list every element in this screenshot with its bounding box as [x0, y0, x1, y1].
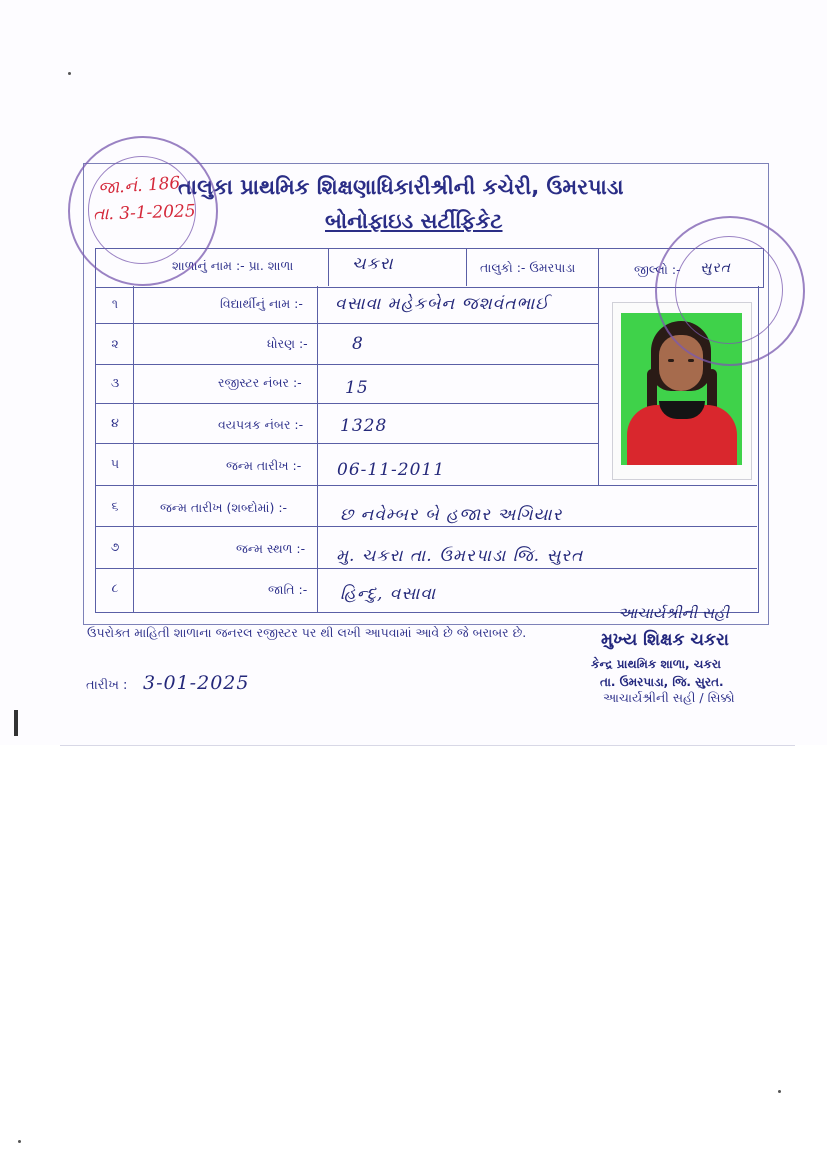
standard-label: ધોરણ :- — [267, 336, 308, 351]
photo-eye — [668, 359, 674, 362]
caste-label: જાતિ :- — [268, 582, 308, 597]
school-stamp-right — [655, 216, 805, 366]
photo-eye — [688, 359, 694, 362]
birth-date-words-value: છ નવેમ્બર બે હજાર અગિયાર — [340, 505, 563, 525]
row-line — [95, 526, 757, 527]
head-teacher-stamp-title: મુખ્ય શિક્ષક ચકરા — [601, 630, 729, 650]
date-label: તારીખ : — [86, 678, 128, 693]
label-column-divider — [317, 286, 318, 613]
district-value: સુરત — [700, 260, 731, 276]
row-line — [95, 364, 598, 365]
row-number: ૬ — [111, 498, 119, 513]
row-number: ૨ — [111, 336, 119, 351]
divider — [466, 248, 467, 286]
birth-date-label: જન્મ તારીખ :- — [226, 458, 302, 473]
age-register-value: 1328 — [340, 416, 388, 436]
row-line — [95, 485, 757, 486]
birth-date-value: 06-11-2011 — [337, 460, 446, 480]
school-label: શાળાનું નામ :- પ્રા. શાળા — [172, 258, 294, 273]
birth-place-label: જન્મ સ્થળ :- — [236, 541, 306, 556]
student-name-value: વસાવા મહેકબેન જશવંતભાઈ — [335, 294, 550, 314]
scan-edge-mark — [14, 710, 18, 736]
scan-speck — [68, 72, 71, 75]
declaration-text: ઉપરોક્ત માહિતી શાળાના જનરલ રજીસ્ટર પર થી લખી આપવામાં આવે છે જે બરાબર છે. — [87, 625, 527, 640]
school-value: ચકરા — [352, 254, 394, 274]
stamp-inner-ring — [675, 236, 783, 344]
scan-speck — [18, 1140, 21, 1143]
caste-value: હિન્દુ, વસાવા — [340, 584, 437, 604]
scan-speck — [778, 1090, 781, 1093]
register-number-value: 15 — [345, 378, 369, 398]
taluka-label: તાલુકો :- ઉમરપાડા — [480, 260, 576, 275]
register-number-label: રજીસ્ટર નંબર :- — [218, 375, 302, 390]
head-teacher-stamp-school: કેન્દ્ર પ્રાથમિક શાળા, ચકરા — [591, 657, 721, 671]
row-line — [95, 323, 598, 324]
page-fold-line — [60, 745, 795, 746]
outward-number-annotation: જા.નં. 186 — [97, 173, 181, 199]
age-register-label: વયપત્રક નંબર :- — [218, 417, 304, 432]
outward-date-annotation: તા. 3-1-2025 — [92, 201, 196, 225]
student-name-label: વિદ્યાર્થીનું નામ :- — [220, 296, 303, 311]
divider — [598, 248, 599, 286]
signature: આચાર્યશ્રીની સહી — [618, 604, 729, 622]
row-line — [95, 568, 757, 569]
row-number: ૧ — [111, 296, 119, 311]
row-number: ૩ — [110, 375, 120, 390]
signature-caption: આચાર્યશ્રીની સહી / સિક્કો — [603, 690, 735, 705]
row-number: ૮ — [111, 580, 119, 595]
standard-value: 8 — [352, 334, 364, 354]
photo-column-divider — [598, 286, 599, 485]
row-number: ૭ — [110, 539, 120, 554]
row-number: ૫ — [110, 456, 120, 471]
divider — [328, 248, 329, 286]
certificate-title: બોનોફાઇડ સર્ટીફિકેટ — [325, 209, 503, 233]
num-column-divider — [133, 286, 134, 613]
date-value: 3-01-2025 — [143, 672, 250, 694]
row-number: ૪ — [111, 415, 119, 430]
row-line — [95, 443, 598, 444]
birth-date-words-label: જન્મ તારીખ (શબ્દોમાં) :- — [160, 500, 288, 515]
office-title: તાલુકા પ્રાથમિક શિક્ષણાધિકારીશ્રીની કચેરી, ઉમરપાડા — [178, 175, 624, 199]
district-label: જીલ્લો :- — [634, 262, 681, 277]
birth-place-value: મુ. ચકરા તા. ઉમરપાડા જિ. સુરત — [336, 546, 584, 566]
head-teacher-stamp-address: તા. ઉમરપાડા, જિ. સુરત. — [600, 675, 724, 689]
row-line — [95, 403, 598, 404]
